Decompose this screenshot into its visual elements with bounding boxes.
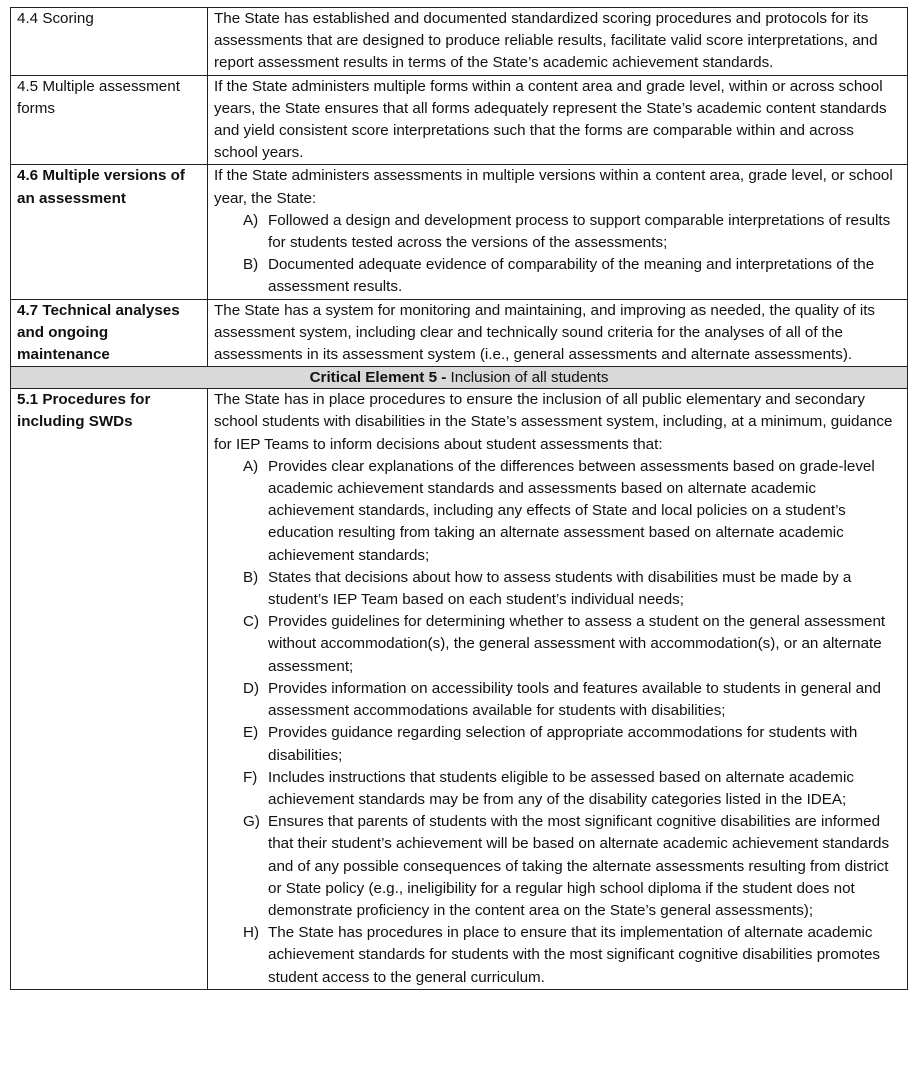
row-label-4-6: 4.6 Multiple versions of an assessment <box>11 165 208 299</box>
list-marker: E) <box>243 724 259 742</box>
row-cell-5-1 <box>208 389 908 989</box>
list-marker: B) <box>243 256 259 274</box>
list-marker: B) <box>243 568 259 586</box>
list-marker: G) <box>243 813 260 831</box>
list-4-6 <box>214 210 901 299</box>
critical-elements-table <box>10 7 908 990</box>
list-item-text: Documented adequate evidence of comparability of the meaning and interpretations of the assessment results. <box>268 256 875 296</box>
list-item <box>243 456 901 567</box>
list-5-1 <box>214 456 901 989</box>
list-item <box>243 678 901 722</box>
list-item-text: Followed a design and development process to support comparable interpretations of results for students tested across the versions of the assessments; <box>268 211 891 252</box>
section-subtitle: Inclusion of all students <box>446 369 609 387</box>
list-marker: A) <box>243 457 259 475</box>
list-item <box>243 254 901 298</box>
section-title: Critical Element 5 - <box>309 369 447 387</box>
list-item-text: Provides information on accessibility tools and features available to students in general and assessment accommodations available for students with disabilities; <box>268 679 881 720</box>
list-marker: D) <box>243 679 260 697</box>
section-header <box>11 367 908 389</box>
row-cell-4-6 <box>208 165 908 299</box>
list-item-text: States that decisions about how to assess students with disabilities must be made by a student’s IEP Team based on each student’s individual needs; <box>268 568 852 609</box>
row-label-4-5: 4.5 Multiple assessment forms <box>11 75 208 165</box>
table-row <box>11 299 908 367</box>
list-item-text: Provides clear explanations of the differences between assessments based on grade-level academic achievement standards and assessments based on alternate academic achievement standards, including any effects of State and local policies on a student’s education resulting from taking an alternate assessment based on alternate academic achievement standards; <box>268 457 875 564</box>
row-label-5-1: 5.1 Procedures for including SWDs <box>11 389 208 989</box>
list-marker: A) <box>243 211 259 229</box>
list-item-text: The State has procedures in place to ensure that its implementation of alternate academic achievement standards for students with the most significant cognitive disabilities promotes student access to the general curriculum. <box>268 924 881 986</box>
list-item-text: Includes instructions that students eligible to be assessed based on alternate academic achievement standards may be from any of the disability categories listed in the IDEA; <box>268 768 854 808</box>
table-row <box>11 389 908 989</box>
section-header-row <box>11 367 908 389</box>
row-label-4-7: 4.7 Technical analyses and ongoing maintenance <box>11 299 208 367</box>
list-item <box>243 611 901 678</box>
table-row <box>11 165 908 299</box>
list-marker: H) <box>243 924 260 942</box>
list-item <box>243 922 901 989</box>
row-intro-5-1: The State has in place procedures to ensure the inclusion of all public elementary and secondary school students with disabilities in the State’s assessment system, including, at a minimum, guidance for IEP Teams to inform decisions about student assessments that: <box>214 391 893 453</box>
list-item <box>243 811 901 922</box>
list-item <box>243 722 901 766</box>
row-label-4-4: 4.4 Scoring <box>11 8 208 76</box>
list-item-text: Ensures that parents of students with the most significant cognitive disabilities are informed that their student’s achievement will be based on alternate academic achievement standards and of any possible consequences of taking the alternate assessments resulting from district or State policy (e.g., ineligibility for a regular high school diploma if the student does not demonstrate proficiency in the content area on the State’s general assessments); <box>268 813 890 919</box>
list-item <box>243 767 901 811</box>
list-item <box>243 210 901 254</box>
list-item <box>243 567 901 611</box>
list-marker: F) <box>243 768 258 786</box>
row-intro-4-6: If the State administers assessments in multiple versions within a content area, grade level, or school year, the State: <box>214 167 893 207</box>
list-item-text: Provides guidelines for determining whether to assess a student on the general assessment without accommodation(s), the general assessment with accommodation(s), or an alternate assessment; <box>268 613 886 675</box>
row-text-4-4: The State has established and documented standardized scoring procedures and protocols for its assessments that are designed to produce reliable results, facilitate valid score interpretations, and report assessment results in terms of the State’s academic achievement standards. <box>208 8 908 76</box>
list-item-text: Provides guidance regarding selection of appropriate accommodations for students with disabilities; <box>268 724 858 764</box>
row-text-4-5: If the State administers multiple forms within a content area and grade level, within or across school years, the State ensures that all forms adequately represent the State’s academic content standards and yield consistent score interpretations such that the forms are comparable within and across school years. <box>208 75 908 165</box>
table-row <box>11 8 908 76</box>
row-text-4-7: The State has a system for monitoring and maintaining, and improving as needed, the quality of its assessment system, including clear and technically sound criteria for the analyses of all of the assessments in its assessment system (i.e., general assessments and alternate assessments). <box>208 299 908 367</box>
table-row <box>11 75 908 165</box>
list-marker: C) <box>243 613 260 631</box>
